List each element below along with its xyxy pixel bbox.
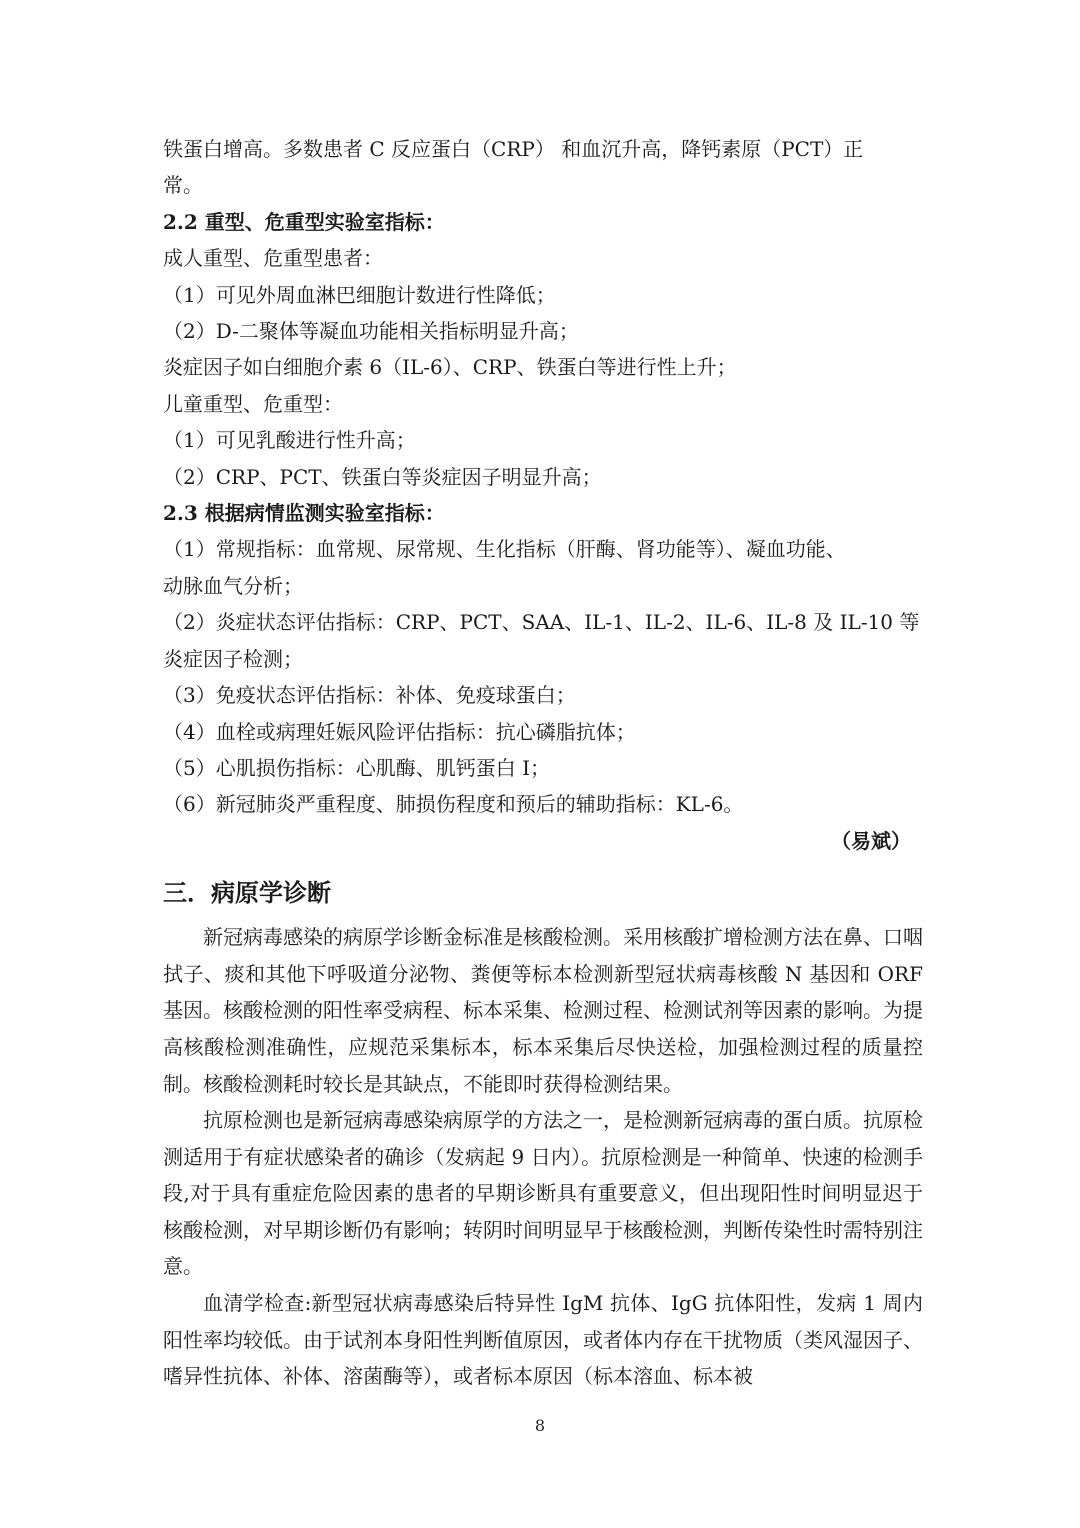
subsection-heading: 2.2 重型、危重型实验室指标： [163,209,445,234]
list-item: （1）可见乳酸进行性升高； [163,428,416,453]
list-item: （3）免疫状态评估指标：补体、免疫球蛋白； [163,683,576,708]
list-item: （6）新冠肺炎严重程度、肺损伤程度和预后的辅助指标：KL-6。 [163,792,744,817]
list-item: （5）心肌损伤指标：心肌酶、肌钙蛋白 I； [163,755,550,780]
list-item: （2）D-二聚体等凝血功能相关指标明显升高； [163,319,579,344]
list-item: （4）血栓或病理妊娠风险评估指标：抗心磷脂抗体； [163,719,636,744]
body-paragraph: 血清学检查:新型冠状病毒感染后特异性 IgM 抗体、IgG 抗体阳性，发病 1 周内阳性率均较低。由于试剂本身阳性判断值原因，或者体内存在干扰物质（类风湿因子、嗜异性抗体、补体、溶菌酶等），或者标本原因（标本溶血、标本被 [163,1291,923,1389]
document-body [163,131,923,1395]
body-paragraph: 抗原检测也是新冠病毒感染病原学的方法之一，是检测新冠病毒的蛋白质。抗原检测适用于有症状感染者的确诊（发病起 9 日内）。抗原检测是一种简单、快速的检测手段,对于具有重症危险因素的患者的早期诊断具有重要意义，但出现阳性时间明显迟于核酸检测，对早期诊断仍有影响；转阴时间明显早于核酸检测，判断传染性时需特别注意。 [163,1108,923,1279]
list-item: （1）可见外周血淋巴细胞计数进行性降低； [163,282,556,307]
text-line: 炎症因子如白细胞介素 6（IL-6）、CRP、铁蛋白等进行性上升； [163,355,737,380]
page-number: 8 [534,1416,546,1435]
subsection-heading: 2.3 根据病情监测实验室指标： [163,501,445,526]
text-line: 炎症因子检测； [163,646,303,671]
list-item: （1）常规指标：血常规、尿常规、生化指标（肝酶、肾功能等）、凝血功能、 [163,537,846,562]
text-line: 铁蛋白增高。多数患者 C 反应蛋白（CRP） 和血沉升高，降钙素原（PCT）正 [163,137,864,161]
list-item: （2）炎症状态评估指标：CRP、PCT、SAA、IL-1、IL-2、IL-6、IL-8 及 IL-10 等 [163,610,920,635]
text-line: 动脉血气分析； [163,573,303,598]
text-line: 成人重型、危重型患者： [163,246,383,271]
text-line: 常。 [163,173,203,198]
list-item: （2）CRP、PCT、铁蛋白等炎症因子明显升高； [163,464,602,489]
text-line: 儿童重型、危重型： [163,391,343,416]
section-title: 三．病原学诊断 [163,879,331,908]
body-paragraph: 新冠病毒感染的病原学诊断金标准是核酸检测。采用核酸扩增检测方法在鼻、口咽拭子、痰和其他下呼吸道分泌物、粪便等标本检测新型冠状病毒核酸 N 基因和 ORF 基因。核酸检测的阳性率受病程、标本采集、检测过程、检测试剂等因素的影响。为提高核酸检测准确性，应规范采集标本，标本采集后尽快送检，加强检测过程的质量控制。核酸检测耗时较长是其缺点，不能即时获得检测结果。 [163,925,923,1096]
author-credit: （易斌） [831,828,911,853]
